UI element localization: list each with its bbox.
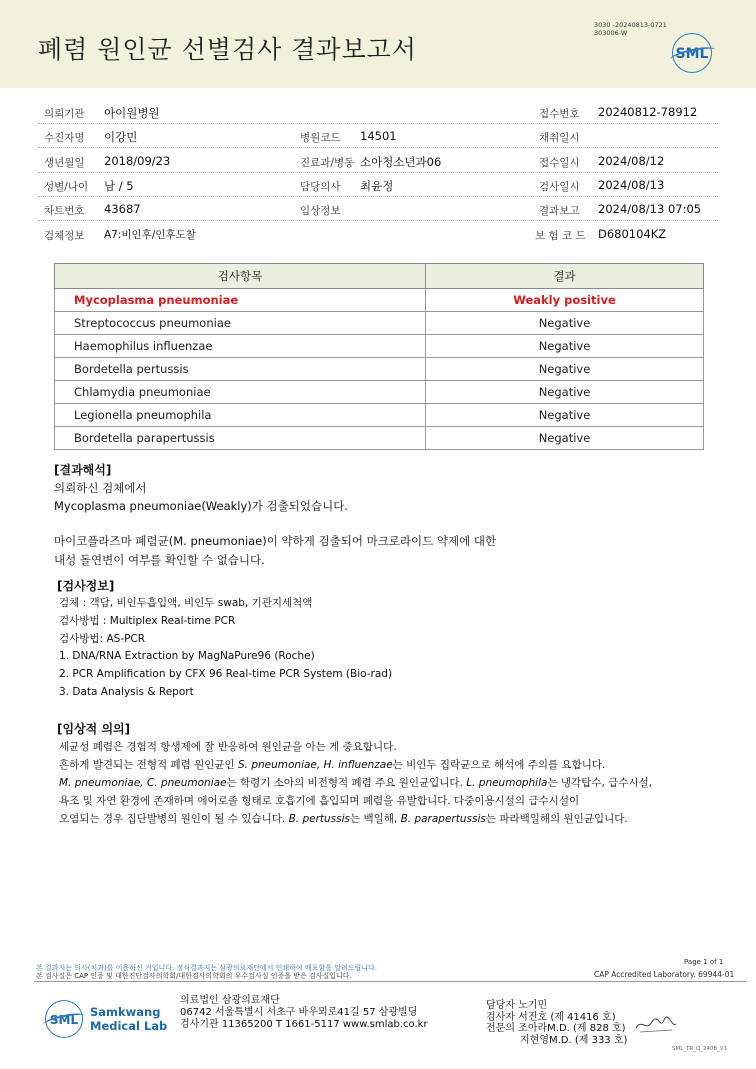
test-result: Negative — [426, 404, 704, 427]
footer-divider — [34, 981, 746, 982]
sex-age-value: 남 / 5 — [104, 179, 134, 193]
table-row — [55, 335, 704, 358]
dob-value: 2018/09/23 — [104, 154, 171, 168]
interpretation-line: Mycoplasma pneumoniae(Weakly)가 검출되었습니다. — [54, 499, 348, 513]
hospital-code-label: 병원코드 — [300, 132, 341, 144]
test-info-line: 3. Data Analysis & Report — [59, 686, 194, 698]
insurance-code-value: D680104KZ — [598, 227, 667, 241]
specimen-value: A7:비인후/인후도찰 — [104, 229, 196, 241]
page-number: Page 1 of 1 — [684, 958, 724, 966]
clinical-line: 오염되는 경우 집단발병의 원인이 될 수 있습니다. B. pertussis는 백일해, B. parapertussis는 파라백일해의 원인균입니다. — [59, 813, 628, 825]
clinical-line: 욕조 및 자연 환경에 존재하며 에어로졸 형태로 호흡기에 흡입되며 폐렴을 유발합니다. 다중이용시설의 급수시설이 — [59, 795, 580, 807]
table-row — [55, 427, 704, 450]
sex-age-label: 성별/나이 — [44, 181, 89, 193]
table-header-row — [55, 264, 704, 289]
test-item: Chlamydia pneumoniae — [55, 381, 426, 404]
divider — [38, 147, 718, 148]
test-info-line: 검사방법: AS-PCR — [59, 633, 146, 645]
table-row — [55, 358, 704, 381]
receipt-no-label: 접수번호 — [539, 108, 580, 120]
test-item: Mycoplasma pneumoniae — [55, 289, 426, 312]
report-header — [0, 0, 756, 88]
test-info-line: 1. DNA/RNA Extraction by MagNaPure96 (Roche) — [59, 650, 315, 662]
interpretation-line: 내성 돌연변이 여부를 확인할 수 없습니다. — [54, 553, 265, 567]
clinical-line: 흔하게 발견되는 전형적 폐렴 원인균인 S. pneumoniae, H. influenzae는 비인두 집락균으로 해석에 주의를 요합니다. — [59, 759, 606, 771]
table-row — [55, 404, 704, 427]
interpretation-line: 마이코플라즈마 폐렴균(M. pneumoniae)이 약하게 검출되어 마크로라이드 약제에 대한 — [54, 534, 497, 548]
test-result: Negative — [426, 312, 704, 335]
clinical-info-label: 임상정보 — [300, 205, 341, 217]
divider — [38, 196, 718, 197]
divider — [38, 220, 718, 221]
receipt-no-value: 20240812-78912 — [598, 105, 698, 119]
test-info-line: 검사방법 : Multiplex Real-time PCR — [59, 615, 236, 627]
test-item: Bordetella parapertussis — [55, 427, 426, 450]
sml-logo: SML — [672, 33, 712, 73]
receipt-date-value: 2024/08/12 — [598, 154, 665, 168]
chart-no-label: 차트번호 — [44, 205, 85, 217]
collect-date-label: 채취일시 — [539, 132, 580, 144]
interpretation-line: 의뢰하신 검체에서 — [54, 481, 147, 495]
signature-icon — [634, 1014, 678, 1036]
document-code: 3030 -20240813-0721 303006-W — [594, 21, 667, 37]
institution-value: 아이원병원 — [104, 106, 160, 120]
test-result: Negative — [426, 335, 704, 358]
test-info-line: 2. PCR Amplification by CFX 96 Real-time PCR System (Bio-rad) — [59, 668, 393, 680]
doctor-value: 최윤정 — [360, 179, 394, 193]
test-result: Negative — [426, 381, 704, 404]
specimen-label: 검체정보 — [44, 230, 85, 242]
name-label: 수진자명 — [44, 132, 85, 144]
report-title: 폐렴 원인균 선별검사 결과보고서 — [38, 35, 417, 64]
table-row — [55, 289, 704, 312]
footer-notice-print: 본 결과지는 의사(치과)를 이용하신 거입니다. 정식결과지는 삼광의료재단에서 인쇄하여 배포함을 알려드립니다. — [36, 964, 377, 972]
footer-sml-logo: SML — [45, 1000, 83, 1038]
test-result: Negative — [426, 427, 704, 450]
hospital-code-value: 14501 — [360, 129, 397, 143]
column-header-item: 검사항목 — [55, 264, 426, 289]
table-row — [55, 312, 704, 335]
clinical-line: 세균성 폐렴은 경험적 항생제에 잘 반응하여 원인균을 아는 게 중요합니다. — [59, 741, 397, 753]
results-table — [54, 263, 704, 450]
test-date-value: 2024/08/13 — [598, 178, 665, 192]
test-result: Negative — [426, 358, 704, 381]
test-date-label: 검사일시 — [539, 181, 580, 193]
divider — [38, 172, 718, 173]
institution-label: 의뢰기관 — [44, 108, 85, 120]
chart-no-value: 43687 — [104, 202, 141, 216]
dept-label: 진료과/병동 — [300, 157, 355, 169]
test-item: Streptococcus pneumoniae — [55, 312, 426, 335]
interpretation-heading: [결과해석] — [54, 463, 112, 477]
column-header-result: 결과 — [426, 264, 704, 289]
org-address: 의료법인 삼광의료재단 06742 서울특별시 서초구 바우뫼로41길 57 삼광빌딩 검사기관 11365200 T 1661-5117 www.smlab.co.kr — [180, 995, 428, 1030]
insurance-code-label: 보 험 코 드 — [535, 230, 586, 242]
table-row — [55, 381, 704, 404]
test-item: Bordetella pertussis — [55, 358, 426, 381]
receipt-date-label: 접수일시 — [539, 157, 580, 169]
dept-value: 소아청소년과06 — [360, 155, 442, 169]
org-name: Samkwang Medical Lab — [90, 1005, 168, 1033]
test-item: Haemophilus influenzae — [55, 335, 426, 358]
form-code: SML_TR_Q_2408_V1 — [672, 1046, 728, 1052]
cap-accreditation: CAP Accredited Laboratory. 69944-01 — [594, 970, 735, 979]
test-item: Legionella pneumophila — [55, 404, 426, 427]
clinical-heading: [임상적 의의] — [57, 722, 131, 736]
test-info-heading: [검사정보] — [57, 579, 115, 593]
report-date-value: 2024/08/13 07:05 — [598, 202, 702, 216]
dob-label: 생년월일 — [44, 157, 85, 169]
staff-list: 담당자 노기민 검사자 서진호 (제 41416 호) 전문의 조아라M.D. (제 828 호) 지현영M.D. (제 333 호) — [486, 1000, 628, 1046]
doctor-label: 담당의사 — [300, 181, 341, 193]
clinical-line: M. pneumoniae, C. pneumoniae는 학령기 소아의 비전형적 폐렴 주요 원인균입니다. L. pneumophila는 냉각탑수, 급수시설, — [59, 777, 653, 789]
name-value: 이강민 — [104, 130, 138, 144]
footer-notice-cap: 본 검사실은 CAP 인증 및 대한진단검사의학회/대한검사의학회의 우수검사실 인증을 받은 검사실입니다. — [36, 972, 352, 980]
test-info-line: 검체 : 객담, 비인두흡입액, 비인두 swab, 기관지세척액 — [59, 597, 313, 609]
divider — [38, 123, 718, 124]
test-result: Weakly positive — [426, 289, 704, 312]
report-date-label: 결과보고 — [539, 205, 580, 217]
